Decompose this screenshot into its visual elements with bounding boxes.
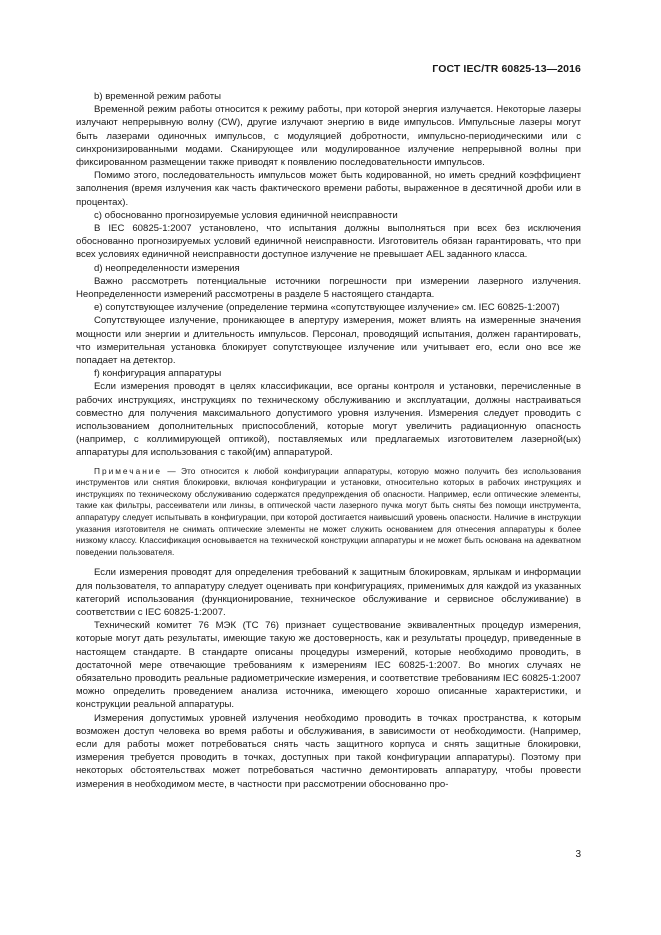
paragraph: Временной режим работы относится к режиму работы, при которой энергия излучается. Некоторые лазеры излучают непрерывную волну (CW), другие излучают энергию в виде импульсов. Импульсные лазеры могут быть лазерами одиночных импульсов, с модуляцией добротности, импульсно-периодическими или с синхронизированными модами. Сканирующее или модулированное излучение непрерывной волны при фиксированном размещении также приводят к появлению последовательности импульсов. (76, 104, 581, 169)
paragraph: В IEC 60825-1:2007 установлено, что испытания должны выполняться при всех без исключения обоснованно прогнозируемых условий единичной неисправности. Изготовитель обязан гарантировать, что при всех условиях единичной неисправности доступное излучение не превышает AEL заданного класса. (76, 223, 581, 261)
note (76, 466, 581, 559)
document-body (76, 90, 581, 791)
note-text: — Это относится к любой конфигурации аппаратуры, которую можно получить без использования инструментов или снятия блокировки, включая конфигурации и установки, относительно которых в рабочих инструкциях и инструкциях по техническому обслуживанию содержатся предупреждения об опасности. Например, если оптические элементы, такие как фильтры, рассеиватели или линзы, в оптической части лазерного пучка могут быть сняты без помощи инструмента, аппаратуру следует испытывать в конфигурации, при которой достигается наивысший уровень опасности. Наличие в инструкции указания изготовителя не снимать оптические элементы не может служить основанием для отнесения аппаратуры к более низкому классу. Классификация основывается на технической конструкции аппаратуры и не может быть основана на адекватном поведении пользователя. (76, 465, 581, 557)
paragraph: Помимо этого, последовательность импульсов может быть кодированной, но иметь средний коэффициент заполнения (время излучения как часть фактического времени работы, выраженное в десятичной дроби или в процентах). (76, 170, 581, 208)
paragraph: Технический комитет 76 МЭК (ТС 76) признает существование эквивалентных процедур измерения, которые могут дать результаты, имеющие такую же достоверность, как и результаты процедур, приведенные в настоящем стандарте. В стандарте описаны процедуры измерений, которые необходимо проводить, в достаточной мере отвечающие требованиям к измерениям IEC 60825-1:2007. Во многих случаях не обязательно проводить реальные радиометрические измерения, и соответствие требованиям IEC 60825-1:2007 можно определить проведением анализа источника, имеющего хорошо описанные характеристики, и конструкции реальной аппаратуры. (76, 620, 581, 711)
page-number: 3 (575, 849, 581, 860)
document-header: ГОСТ IEC/TR 60825-13—2016 (432, 63, 581, 75)
item-b-title: b) временной режим работы (94, 91, 222, 102)
item-c-title: c) обоснованно прогнозируемые условия единичной неисправности (94, 209, 398, 221)
item-d-title: d) неопределенности измерения (94, 262, 240, 274)
paragraph: Если измерения проводят в целях классификации, все органы контроля и установки, перечисленные в рабочих инструкциях, инструкциях по техническому обслуживанию и эксплуатации, должны настраиваться совместно для получения максимального допустимого уровня излучения. Измерения следует проводить с использованием дополнительных приспособлений, которые могут увеличить радиационную опасность (например, с коллимирующей оптикой), поставляемых или предлагаемых изготовителем лазерной(ых) аппаратуры для использования с такой(им) аппаратурой. (76, 381, 581, 459)
paragraph: Измерения допустимых уровней излучения необходимо проводить в точках пространства, к которым возможен доступ человека во время работы и обслуживания, в зависимости от необходимости. (Например, если для работы может потребоваться снять часть защитного корпуса и снять защитные блокировки, измерения требуется проводить в точках, доступных при такой конфигурации аппаратуры). Поэтому при некоторых обстоятельствах может потребоваться частично демонтировать аппаратуру, чтобы провести измерения в необходимом месте, в частности при рассмотрении обоснованно про- (76, 712, 581, 790)
paragraph: Сопутствующее излучение, проникающее в апертуру измерения, может влиять на измеренные значения мощности или энергии и длительность импульсов. Персонал, проводящий испытания, должен гарантировать, что измерительная установка блокирует сопутствующее излучение или учитывает его, если оно все же попадает на детектор. (76, 315, 581, 367)
note-label: Примечание (94, 465, 163, 476)
item-e-title: e) сопутствующее излучение (определение термина «сопутствующее излучение» см. IEC 60825-1:2007) (94, 302, 560, 314)
paragraph: Важно рассмотреть потенциальные источники погрешности при измерении лазерного излучения. Неопределенности измерений рассмотрены в разделе 5 настоящего стандарта. (76, 275, 581, 301)
item-f-title: f) конфигурация аппаратуры (94, 368, 222, 380)
paragraph: Если измерения проводят для определения требований к защитным блокировкам, ярлыкам и информации для пользователя, то аппаратуру следует оценивать при конфигурациях, применимых для каждой из указанных категорий использования (функционирование, техническое обслуживание и сервисное обслуживание) в соответствии с IEC 60825-1:2007. (76, 567, 581, 619)
